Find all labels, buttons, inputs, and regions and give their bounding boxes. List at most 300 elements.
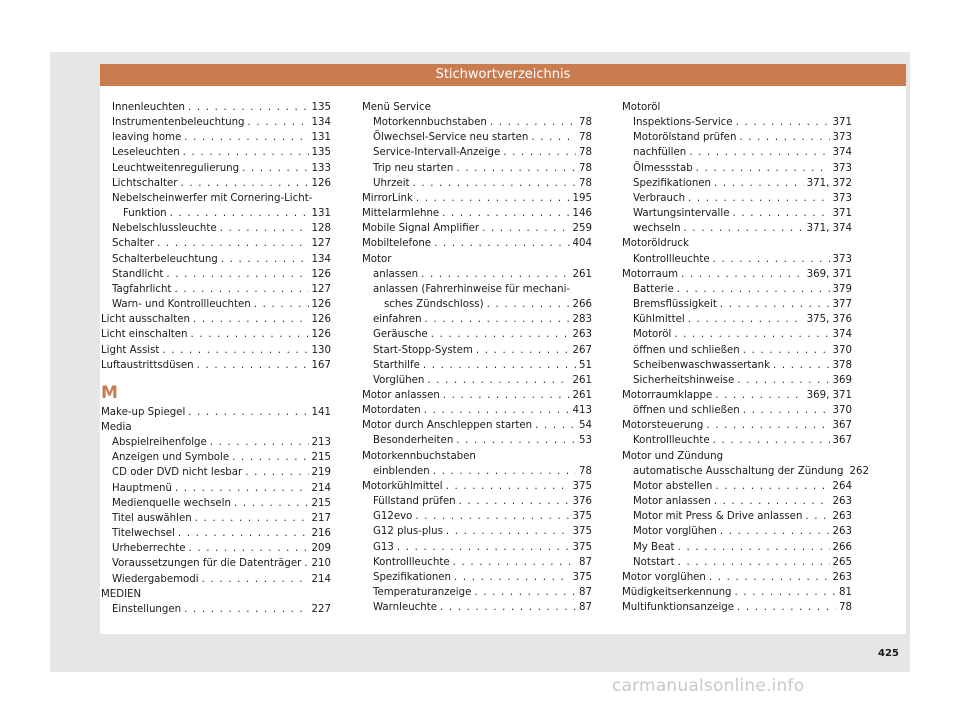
leader-dots [456, 433, 576, 448]
index-page-ref: 78 [579, 465, 592, 477]
index-page-ref: 87 [579, 587, 592, 598]
index-column-3 [622, 100, 869, 615]
index-page-ref: 219 [311, 467, 331, 479]
leader-dots [188, 405, 308, 420]
index-term: Leuchtweitenregulierung [112, 162, 240, 174]
index-entry [622, 221, 852, 236]
index-entry [362, 433, 592, 448]
index-term: Müdigkeitserkennung [622, 587, 732, 598]
leader-dots [476, 343, 570, 358]
index-entry [101, 511, 331, 526]
index-term: Motor durch Anschleppen starten [362, 420, 533, 432]
index-term: Besonderheiten [373, 435, 454, 447]
leader-dots [427, 373, 569, 388]
index-entry [362, 555, 592, 570]
index-term: Motorsteuerung [622, 420, 704, 432]
leader-dots [706, 418, 829, 433]
index-term: Einstellungen [112, 603, 182, 615]
index-entry [101, 252, 331, 267]
index-entry [101, 358, 331, 373]
index-entry [101, 206, 331, 221]
index-page-ref: 370 [832, 405, 852, 417]
index-page-ref: 259 [572, 223, 592, 235]
leader-dots [195, 511, 309, 526]
index-term: anlassen [373, 268, 419, 280]
index-term: MirrorLink [362, 192, 413, 204]
index-term: Service-Intervall-Anzeige [373, 147, 501, 159]
index-page-ref: 371, 374 [806, 223, 852, 235]
leader-dots [221, 252, 309, 267]
index-page-ref: 51 [579, 359, 592, 371]
index-entry [362, 267, 592, 282]
leader-dots [421, 267, 569, 282]
index-entry [622, 509, 852, 524]
index-page-ref: 209 [311, 543, 331, 555]
index-term: Warn- und Kontrollleuchten [112, 299, 251, 311]
index-term: Start-Stopp-System [373, 344, 473, 356]
index-page-ref: 369 [832, 374, 852, 386]
leader-dots [188, 100, 309, 115]
index-page-ref: 261 [572, 374, 592, 386]
index-page-ref: 126 [311, 314, 331, 326]
index-heading: Menü Service [362, 102, 431, 113]
index-entry [622, 373, 852, 388]
index-term: Leseleuchten [112, 147, 180, 159]
leader-dots [739, 130, 829, 145]
index-entry [101, 145, 331, 160]
leader-dots [254, 297, 309, 312]
index-entry [362, 145, 592, 160]
leader-dots [443, 388, 570, 403]
index-term: Batterie [633, 283, 674, 295]
index-page-ref: 263 [832, 526, 852, 538]
leader-dots [743, 403, 830, 418]
index-term: Spezifikationen [633, 177, 711, 189]
index-page-ref: 141 [311, 406, 331, 418]
index-term: Titelwechsel [112, 528, 175, 540]
index-page-ref: 373 [832, 192, 852, 204]
leader-dots [157, 236, 308, 251]
index-term: Nebelschlussleuchte [112, 223, 217, 235]
index-heading: Motoröl [622, 102, 661, 113]
leader-dots [487, 297, 570, 312]
leader-dots [440, 600, 576, 615]
index-entry [101, 221, 331, 236]
index-entry [362, 343, 592, 358]
index-entry [622, 327, 852, 342]
index-page-ref: 213 [311, 437, 331, 449]
index-term: Schalter [112, 238, 155, 250]
leader-dots [743, 343, 830, 358]
index-term: Starthilfe [373, 359, 420, 371]
index-term: CD oder DVD nicht lesbar [112, 467, 243, 479]
index-page-ref: 369, 371 [806, 268, 852, 280]
leader-dots [446, 524, 570, 539]
index-page-ref: 131 [311, 208, 331, 220]
index-term: Voraussetzungen für die Datenträger [112, 558, 302, 570]
index-entry [622, 252, 852, 267]
leader-dots [431, 327, 570, 342]
index-page-ref: 266 [832, 541, 852, 553]
leader-dots [191, 327, 309, 342]
leader-dots [535, 418, 576, 433]
leader-dots [720, 297, 830, 312]
leader-dots [434, 236, 569, 251]
leader-dots [714, 494, 830, 509]
leader-dots [193, 312, 309, 327]
index-entry [622, 403, 852, 418]
index-page-ref: 264 [832, 480, 852, 492]
index-term: Vorglühen [373, 374, 425, 386]
index-page-ref: 78 [839, 602, 852, 614]
index-entry [101, 450, 331, 465]
index-term: Geräusche [373, 329, 428, 341]
leader-dots [210, 435, 309, 450]
leader-dots [689, 145, 829, 160]
index-heading: Motor und Zündung [622, 450, 724, 462]
index-term: Schalterbeleuchtung [112, 253, 218, 265]
index-heading: Nebelscheinwerfer mit Cornering-Licht- [112, 192, 313, 204]
leader-dots [304, 556, 308, 571]
index-term: Motor vorglühen [633, 526, 717, 538]
index-entry [622, 540, 852, 555]
page-number: 425 [878, 648, 899, 659]
index-term: Kontrollleuchte [373, 556, 450, 568]
index-entry [362, 206, 592, 221]
index-entry [362, 418, 592, 433]
leader-dots [180, 176, 308, 191]
index-entry [362, 540, 592, 555]
index-entry [622, 297, 852, 312]
index-term: Multifunktionsanzeige [622, 602, 735, 614]
index-entry [362, 509, 592, 524]
index-entry [362, 221, 592, 236]
index-entry [362, 479, 592, 494]
index-entry [622, 115, 852, 130]
index-page-ref: 375 [572, 480, 592, 492]
index-page-ref: 261 [572, 268, 592, 280]
index-term: Standlicht [112, 268, 164, 280]
index-page-ref: 214 [311, 573, 331, 585]
index-page-ref: 377 [832, 299, 852, 311]
index-page-ref: 375 [572, 526, 592, 538]
index-entry [622, 267, 852, 282]
index-term: Spezifikationen [373, 571, 451, 583]
index-term: Kontrollleuchte [633, 253, 710, 265]
index-entry [362, 176, 592, 191]
index-entry [101, 481, 331, 496]
leader-dots [503, 145, 576, 160]
index-page-ref: 373 [832, 132, 852, 144]
leader-dots [681, 267, 804, 282]
watermark: carmanualsonline.info [612, 676, 805, 696]
index-entry [362, 130, 592, 145]
leader-dots [713, 252, 830, 267]
index-entry [622, 585, 852, 600]
index-entry [622, 388, 852, 403]
index-term: Lichtschalter [112, 177, 178, 189]
leader-dots [189, 541, 309, 556]
index-entry [101, 343, 331, 358]
index-term: Innenleuchten [112, 102, 185, 113]
index-entry [622, 479, 852, 494]
index-term: Bremsflüssigkeit [633, 299, 717, 311]
leader-dots [714, 176, 804, 191]
index-entry [101, 541, 331, 556]
index-term: Hauptmenü [112, 482, 172, 494]
index-entry [101, 236, 331, 251]
index-entry [362, 524, 592, 539]
leader-dots [433, 464, 576, 479]
index-entry [362, 600, 592, 615]
index-page-ref: 265 [832, 556, 852, 568]
index-term: Motordaten [362, 405, 421, 417]
index-term: einblenden [373, 465, 430, 477]
index-entry [622, 130, 852, 145]
index-page-ref: 267 [572, 344, 592, 356]
index-entry [622, 161, 852, 176]
index-page-ref: 263 [832, 571, 852, 583]
index-page-ref: 371 [832, 208, 852, 220]
index-entry [362, 585, 592, 600]
leader-dots [166, 267, 308, 282]
index-term: Scheibenwaschwassertank [633, 359, 770, 371]
leader-dots [684, 221, 804, 236]
index-page-ref: 376 [572, 496, 592, 508]
index-term: Medienquelle wechseln [112, 497, 231, 509]
index-page-ref: 135 [311, 102, 331, 113]
index-entry [101, 435, 331, 450]
index-entry [622, 600, 852, 615]
leader-dots [732, 206, 829, 221]
index-entry [362, 115, 592, 130]
index-page-ref: 266 [572, 299, 592, 311]
leader-dots [162, 343, 308, 358]
index-page-ref: 216 [311, 528, 331, 540]
index-term: Instrumentenbeleuchtung [112, 117, 245, 129]
section-header: Stichwortverzeichnis [100, 64, 906, 86]
index-entry [101, 602, 331, 617]
leader-dots [490, 115, 576, 130]
index-page-ref: 146 [572, 208, 592, 220]
index-entry [362, 236, 592, 251]
index-page-ref: 78 [579, 162, 592, 174]
index-page-ref: 78 [579, 177, 592, 189]
index-page-ref: 127 [311, 283, 331, 295]
leader-dots [220, 221, 309, 236]
index-term: Motorölstand prüfen [633, 132, 737, 144]
index-entry [101, 161, 331, 176]
leader-dots [174, 282, 308, 297]
index-term: Motorraum [622, 268, 679, 280]
index-column-2 [362, 100, 592, 615]
index-term: G13 [373, 541, 394, 553]
index-term: Mobile Signal Amplifier [362, 223, 480, 235]
leader-dots [424, 403, 570, 418]
index-entry [101, 556, 331, 571]
index-page-ref: 134 [311, 253, 331, 265]
index-page-ref: 374 [832, 329, 852, 341]
index-page-ref: 371, 372 [806, 177, 852, 189]
index-entry [622, 176, 852, 191]
index-entry [622, 145, 852, 160]
index-term: G12 plus-plus [373, 526, 443, 538]
index-term: Light Assist [101, 344, 160, 356]
index-heading: Motoröldruck [622, 238, 689, 250]
leader-dots [232, 450, 308, 465]
index-term: My Beat [633, 541, 675, 553]
index-term: G12evo [373, 511, 413, 523]
index-page-ref: 81 [839, 587, 852, 598]
leader-dots [175, 481, 309, 496]
index-entry [622, 524, 852, 539]
index-entry [362, 312, 592, 327]
index-page-ref: 78 [579, 132, 592, 144]
index-term: automatische Ausschaltung der Zündung [633, 465, 844, 477]
leader-dots [696, 161, 830, 176]
index-term: Wartungsintervalle [633, 208, 730, 220]
index-entry [362, 191, 592, 206]
index-page-ref: 370 [832, 344, 852, 356]
leader-dots [737, 600, 836, 615]
index-entry [622, 433, 852, 448]
index-page-ref: 126 [311, 268, 331, 280]
index-page-ref: 87 [579, 602, 592, 614]
index-entry [362, 161, 592, 176]
leader-dots [805, 509, 829, 524]
index-page-ref: 126 [311, 329, 331, 341]
index-term: Füllstand prüfen [373, 496, 456, 508]
index-term: Motorraumklappe [622, 389, 713, 401]
leader-dots [735, 585, 837, 600]
index-page-ref: 214 [311, 482, 331, 494]
leader-dots [446, 479, 570, 494]
index-entry [622, 570, 852, 585]
index-heading: Motorkennbuchstaben [362, 450, 476, 462]
index-page-ref: 404 [572, 238, 592, 250]
index-term: Uhrzeit [373, 177, 410, 189]
index-page-ref: 263 [832, 511, 852, 523]
leader-dots [202, 572, 309, 587]
index-page-ref: 263 [832, 496, 852, 508]
leader-dots [454, 570, 570, 585]
index-entry [622, 282, 852, 297]
index-term: Urheberrechte [112, 543, 186, 555]
index-page-ref: 375 [572, 511, 592, 523]
index-page-ref: 263 [572, 329, 592, 341]
index-page-ref: 167 [311, 359, 331, 371]
index-term: Licht einschalten [101, 329, 188, 341]
index-page-ref: 54 [579, 420, 592, 432]
index-page-ref: 215 [311, 452, 331, 464]
index-term: einfahren [373, 314, 422, 326]
index-heading: MEDIEN [101, 588, 142, 600]
index-page-ref: 131 [311, 132, 331, 144]
leader-dots [413, 176, 576, 191]
index-term: Abspielreihenfolge [112, 437, 207, 449]
index-term: Anzeigen und Symbole [112, 452, 230, 464]
leader-dots [709, 570, 830, 585]
index-term: Trip neu starten [373, 162, 454, 174]
leader-dots [677, 282, 830, 297]
index-entry [101, 496, 331, 511]
leader-dots [183, 145, 309, 160]
index-term: Motor vorglühen [622, 571, 706, 583]
index-page-ref: 283 [572, 314, 592, 326]
index-page-ref: 127 [311, 238, 331, 250]
index-entry [622, 555, 852, 570]
index-entry [101, 465, 331, 480]
leader-dots [245, 465, 308, 480]
index-term: nachfüllen [633, 147, 687, 159]
index-entry [101, 405, 331, 420]
index-entry [101, 130, 331, 145]
leader-dots [425, 312, 570, 327]
index-term: Sicherheitshinweise [633, 374, 735, 386]
index-page-ref: 215 [311, 497, 331, 509]
index-term: Motor mit Press & Drive anlassen [633, 511, 803, 523]
index-page-ref: 126 [311, 177, 331, 189]
index-entry [101, 526, 331, 541]
index-entry [101, 282, 331, 297]
leader-dots [737, 373, 829, 388]
leader-dots [184, 602, 308, 617]
index-entry [622, 191, 852, 206]
leader-dots [715, 479, 829, 494]
index-page-ref: 261 [572, 389, 592, 401]
index-term: Mobiltelefone [362, 238, 432, 250]
index-heading: anlassen (Fahrerhinweise für mechani- [373, 283, 571, 295]
index-term: Wiedergabemodi [112, 573, 199, 585]
leader-dots [688, 191, 830, 206]
index-page-ref: 373 [832, 162, 852, 174]
leader-dots [442, 206, 569, 221]
index-page-ref: 210 [311, 558, 331, 570]
index-term: wechseln [633, 223, 681, 235]
index-entry [362, 570, 592, 585]
index-entry [362, 464, 592, 479]
index-term: Ölwechsel-Service neu starten [373, 132, 529, 144]
leader-dots [773, 358, 830, 373]
index-term: öffnen und schließen [633, 344, 740, 356]
index-page-ref: 262 [849, 465, 869, 477]
index-page-ref: 53 [579, 435, 592, 447]
index-term: Motorkennbuchstaben [373, 117, 487, 129]
leader-dots [474, 585, 576, 600]
leader-dots [713, 433, 830, 448]
leader-dots [678, 555, 830, 570]
index-entry [101, 297, 331, 312]
index-entry [101, 115, 331, 130]
index-term: Mittelarmlehne [362, 208, 440, 220]
leader-dots [184, 130, 308, 145]
index-page-ref: 413 [572, 405, 592, 417]
leader-dots [416, 191, 570, 206]
index-term: sches Zündschloss) [384, 299, 484, 311]
index-term: Luftaustrittsdüsen [101, 359, 194, 371]
index-term: Ölmessstab [633, 162, 693, 174]
index-term: Kühlmittel [633, 314, 685, 326]
index-page-ref: 87 [579, 556, 592, 568]
index-entry [622, 494, 852, 509]
index-page-ref: 367 [832, 435, 852, 447]
index-page-ref: 375 [572, 541, 592, 553]
leader-dots [197, 358, 309, 373]
index-term: Verbrauch [633, 192, 686, 204]
index-entry [622, 358, 852, 373]
index-page-ref: 135 [311, 147, 331, 159]
index-entry [362, 403, 592, 418]
